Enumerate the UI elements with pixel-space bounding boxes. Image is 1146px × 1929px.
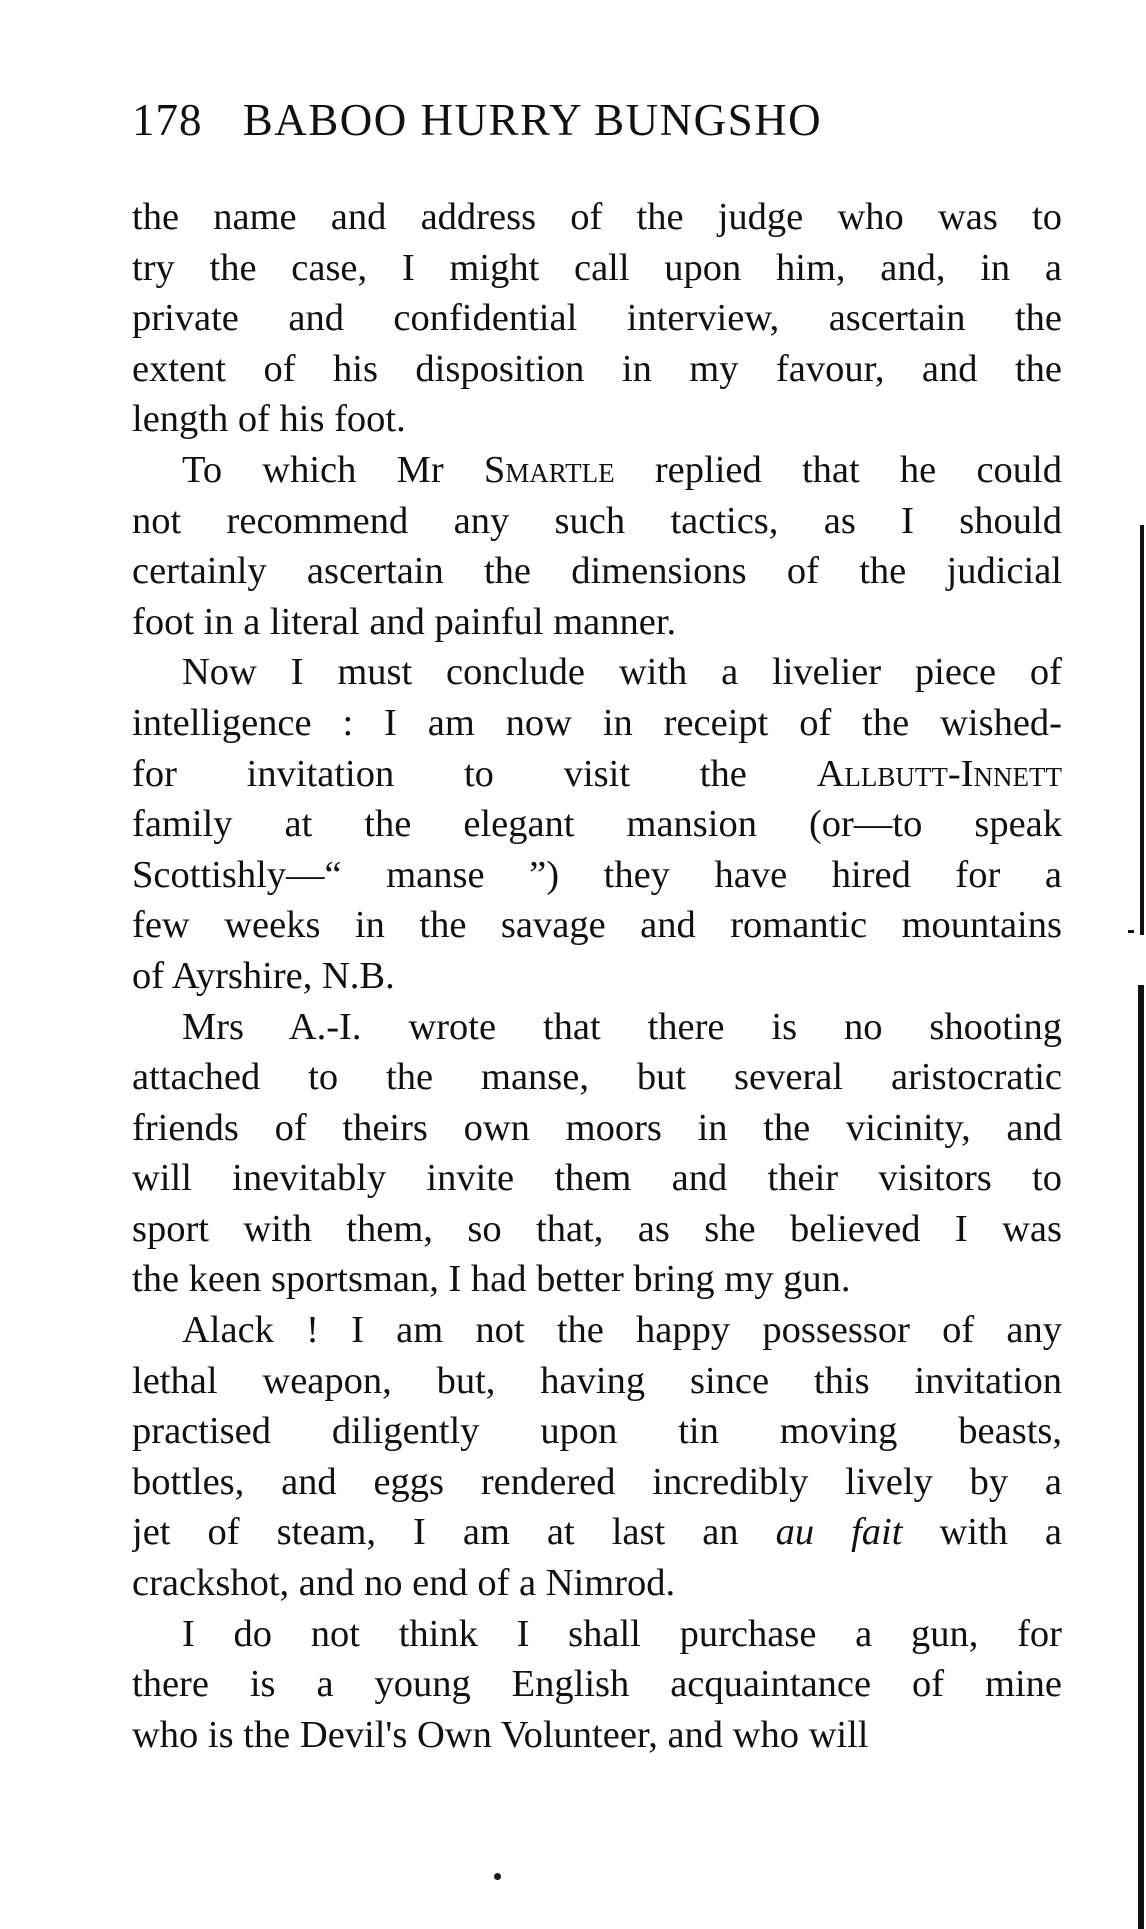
text-line — [132, 1153, 1062, 1204]
text-line — [132, 1507, 1062, 1558]
text-line — [132, 344, 1062, 395]
text-segment: practised diligently upon tin moving beasts, — [132, 1410, 1062, 1453]
text-line — [132, 1204, 1062, 1255]
text-segment: of Ayrshire, N.B. — [132, 954, 395, 997]
text-line — [132, 951, 1062, 1002]
text-segment: I do not think I shall purchase a gun, for — [182, 1612, 1062, 1655]
text-segment: bottles, and eggs rendered incredibly lively by a — [132, 1460, 1062, 1503]
text-line — [132, 1558, 1062, 1609]
text-segment: the keen sportsman, I had better bring my gun. — [132, 1258, 851, 1301]
text-line — [132, 243, 1062, 294]
text-segment: To which Mr — [182, 448, 484, 491]
text-segment: Now I must conclude with a livelier piece of — [182, 651, 1062, 694]
text-segment: intelligence : I am now in receipt of the wished- — [132, 701, 1062, 744]
text-line — [132, 1356, 1062, 1407]
text-line — [132, 1305, 1062, 1356]
text-line — [132, 647, 1062, 698]
text-line — [132, 1002, 1062, 1053]
paragraph — [132, 1305, 1062, 1609]
text-segment: for invitation to visit the — [132, 752, 817, 795]
text-line — [132, 445, 1062, 496]
text-segment: with a — [902, 1511, 1062, 1554]
text-line — [132, 597, 1062, 648]
text-segment: sport with them, so that, as she believed I was — [132, 1207, 1062, 1250]
text-line — [132, 1659, 1062, 1710]
text-line — [132, 293, 1062, 344]
paragraph — [132, 445, 1062, 647]
text-segment: friends of theirs own moors in the vicinity, and — [132, 1106, 1062, 1149]
paragraph — [132, 647, 1062, 1001]
text-segment: there is a young English acquaintance of mine — [132, 1663, 1062, 1706]
text-segment: who is the Devil's Own Volunteer, and who will — [132, 1713, 869, 1756]
binding-edge-tick — [1128, 930, 1134, 933]
text-line — [132, 1052, 1062, 1103]
body-text — [132, 192, 1062, 1760]
paragraph — [132, 1609, 1062, 1761]
text-line — [132, 749, 1062, 800]
text-line — [132, 1406, 1062, 1457]
text-line — [132, 496, 1062, 547]
text-line — [132, 799, 1062, 850]
text-line — [132, 1254, 1062, 1305]
page-number: 178 — [132, 95, 203, 145]
text-line — [132, 192, 1062, 243]
paragraph — [132, 192, 1062, 445]
text-line — [132, 1103, 1062, 1154]
text-segment: family at the elegant mansion (or—to speak — [132, 803, 1062, 846]
small-caps-name: Allbutt-Innett — [816, 752, 1062, 795]
text-segment: jet of steam, I am at last an — [132, 1511, 776, 1554]
text-segment: few weeks in the savage and romantic mountains — [132, 904, 1062, 947]
text-line — [132, 850, 1062, 901]
text-line — [132, 546, 1062, 597]
stray-ink-dot — [494, 1873, 501, 1880]
running-head — [132, 90, 1062, 150]
binding-edge-upper — [1140, 525, 1144, 935]
text-segment: attached to the manse, but several aristocratic — [132, 1056, 1062, 1099]
text-segment: foot in a literal and painful manner. — [132, 600, 677, 643]
paragraph — [132, 1002, 1062, 1306]
text-segment: will inevitably invite them and their visitors to — [132, 1157, 1062, 1200]
small-caps-name: Smartle — [483, 448, 615, 491]
text-segment: lethal weapon, but, having since this invitation — [132, 1359, 1062, 1402]
text-segment: extent of his disposition in my favour, and the — [132, 347, 1062, 390]
text-line — [132, 394, 1062, 445]
text-line — [132, 1710, 1062, 1761]
text-segment: not recommend any such tactics, as I should — [132, 499, 1062, 542]
text-segment: certainly ascertain the dimensions of the judicial — [132, 550, 1062, 593]
text-segment: crackshot, and no end of a Nimrod. — [132, 1562, 676, 1605]
text-line — [132, 900, 1062, 951]
text-segment: private and confidential interview, ascertain the — [132, 297, 1062, 340]
binding-edge-lower — [1138, 985, 1144, 1929]
text-segment: Scottishly—“ manse ”) they have hired for a — [132, 853, 1062, 896]
text-segment: Mrs A.-I. wrote that there is no shooting — [182, 1005, 1062, 1048]
text-segment: try the case, I might call upon him, and, in a — [132, 246, 1062, 289]
text-segment: the name and address of the judge who was to — [132, 196, 1062, 238]
text-segment: replied that he could — [614, 448, 1062, 491]
text-line — [132, 1609, 1062, 1660]
book-title: BABOO HURRY BUNGSHO — [242, 95, 823, 145]
text-line — [132, 1457, 1062, 1508]
text-line — [132, 698, 1062, 749]
italic-phrase: au fait — [775, 1511, 903, 1554]
text-segment: length of his foot. — [132, 398, 406, 441]
text-segment: Alack ! I am not the happy possessor of any — [182, 1309, 1062, 1352]
